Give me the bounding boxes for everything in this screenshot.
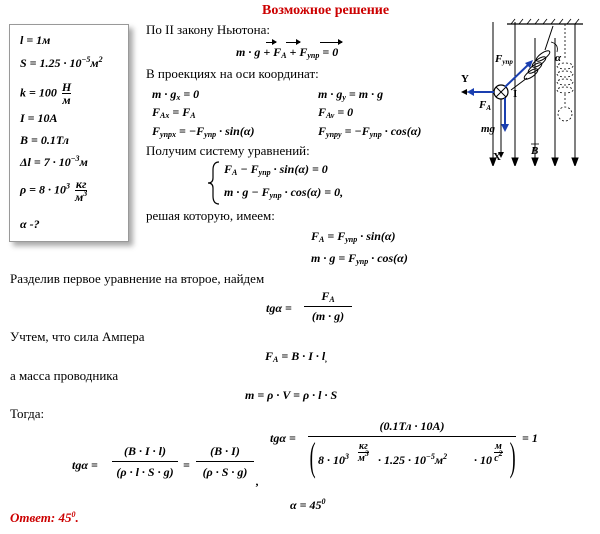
field-b-arrows bbox=[490, 158, 578, 166]
tg-numerator: $F_A$ bbox=[321, 289, 335, 304]
given-dl: $\Delta l = 7 \cdot 10^{-3}м$ bbox=[20, 154, 88, 169]
f1-numerator: (B · I · l) bbox=[124, 444, 166, 458]
f3-denominator-b: · $1.25 \cdot 10^{-5}м^2$ bbox=[378, 452, 448, 467]
text-newton: По II закону Ньютона: bbox=[146, 22, 271, 37]
text-system: Получим систему уравнений: bbox=[146, 143, 310, 158]
eq-system-1: $F_A - F_{упр} \cdot \sin(\alpha) = 0$ bbox=[224, 162, 328, 177]
text-then: Тогда: bbox=[10, 406, 45, 421]
eq-result-2: $m \cdot g = F_{упр} \cdot \cos(\alpha)$ bbox=[311, 251, 408, 266]
page-title: Возможное решение bbox=[262, 3, 390, 18]
f3-m-s2: м $с^2$ bbox=[494, 441, 503, 464]
f3-denominator-a: $8 \cdot 10^3$ bbox=[318, 452, 349, 467]
text-divide: Разделив первое уравнение на второе, найдем bbox=[10, 271, 265, 286]
f1-denominator: (ρ · l · S · g) bbox=[116, 465, 174, 479]
eq-ampere: $F_A = B \cdot I \cdot l_,$ bbox=[265, 349, 328, 364]
fa-label: FA bbox=[479, 99, 492, 112]
b-label: B bbox=[531, 145, 539, 157]
f3-lhs: tgα = bbox=[270, 431, 296, 445]
spring bbox=[511, 26, 553, 90]
given-rho: $\rho = 8 \cdot 10^3$ кг $м^3$ bbox=[20, 177, 88, 204]
eq-mgx: $m \cdot g_x = 0$ bbox=[152, 87, 200, 102]
eq-alpha: $\alpha = 45^0$ bbox=[290, 497, 326, 512]
tg-denominator: (m · g) bbox=[311, 309, 345, 323]
given-find: α -? bbox=[20, 217, 40, 231]
given-b: B = 0.1Тл bbox=[20, 133, 69, 147]
given-l: l = 1м bbox=[20, 33, 51, 47]
force-diagram bbox=[455, 18, 595, 166]
eq-mass: m = ρ · V = ρ · l · S bbox=[245, 388, 338, 402]
eq-system-2: $m \cdot g - F_{упр} \cdot \cos(\alpha) = 0$, bbox=[224, 185, 344, 200]
current-label: I bbox=[513, 88, 518, 100]
f3-kg-m3: кг $м^3$ bbox=[358, 441, 369, 464]
f3-denominator-d: · 10 bbox=[474, 453, 492, 467]
given-k: k = 100 Н м bbox=[20, 80, 72, 107]
fupr-label: Fупр bbox=[495, 53, 513, 66]
f1-equals: = bbox=[183, 458, 190, 472]
eq-fupr-x: $F_{упрx} = -F_{упр} \cdot \sin(\alpha)$ bbox=[152, 124, 255, 139]
f2-denominator: (ρ · S · g) bbox=[202, 465, 248, 479]
fraction-bar bbox=[196, 461, 254, 462]
tg-lhs: tgα = bbox=[266, 301, 292, 315]
eq-fay: $F_{Av} = 0$ bbox=[318, 105, 354, 120]
vector-arrow bbox=[320, 42, 342, 43]
vector-arrow bbox=[266, 42, 276, 43]
paren-right: ) bbox=[509, 434, 516, 479]
given-s: $S = 1.25 \cdot 10^{-5}м^2$ bbox=[20, 55, 103, 70]
f2-numerator: (B · I) bbox=[210, 444, 240, 458]
eq-fupr-y: $F_{упрy} = -F_{упр} \cdot \cos(\alpha)$ bbox=[318, 124, 422, 139]
f3-rhs: = 1 bbox=[522, 431, 538, 445]
f2-comma: , bbox=[256, 474, 259, 488]
vector-arrow bbox=[286, 42, 300, 43]
mg-label: mg bbox=[481, 123, 496, 135]
x-axis-label: X bbox=[493, 151, 501, 163]
text-projections: В проекциях на оси координат: bbox=[146, 66, 319, 81]
answer: Ответ: $45^0$. bbox=[10, 510, 79, 525]
eq-result-1: $F_A = F_{упр} \cdot \sin(\alpha)$ bbox=[311, 229, 396, 244]
paren-left: ( bbox=[309, 434, 316, 479]
eq-newton: $m \cdot g + F_A + F_{упр} = 0$ bbox=[236, 45, 339, 60]
spring-rest bbox=[557, 24, 573, 121]
ceiling-hatch bbox=[511, 19, 579, 24]
f1-lhs: tgα = bbox=[72, 458, 98, 472]
text-solving: решая которую, имеем: bbox=[146, 208, 275, 223]
system-brace bbox=[207, 160, 221, 206]
fraction-bar bbox=[112, 461, 178, 462]
eq-fax: $F_{Ax} = F_A$ bbox=[152, 105, 196, 120]
text-mass: а масса проводника bbox=[10, 368, 119, 383]
f3-numerator: (0.1Тл · 10A) bbox=[379, 419, 445, 433]
eq-mgy: $m \cdot g_y = m \cdot g$ bbox=[318, 87, 384, 102]
text-ampere: Учтем, что сила Ампера bbox=[10, 329, 145, 344]
y-axis-arrow bbox=[461, 89, 467, 95]
given-box bbox=[9, 24, 129, 242]
given-i: I = 10A bbox=[20, 111, 58, 125]
alpha-label: α bbox=[555, 52, 562, 64]
alpha-arc bbox=[551, 42, 557, 52]
y-axis-label: Y bbox=[461, 73, 469, 85]
fraction-bar bbox=[308, 436, 516, 437]
fraction-bar bbox=[304, 306, 352, 307]
